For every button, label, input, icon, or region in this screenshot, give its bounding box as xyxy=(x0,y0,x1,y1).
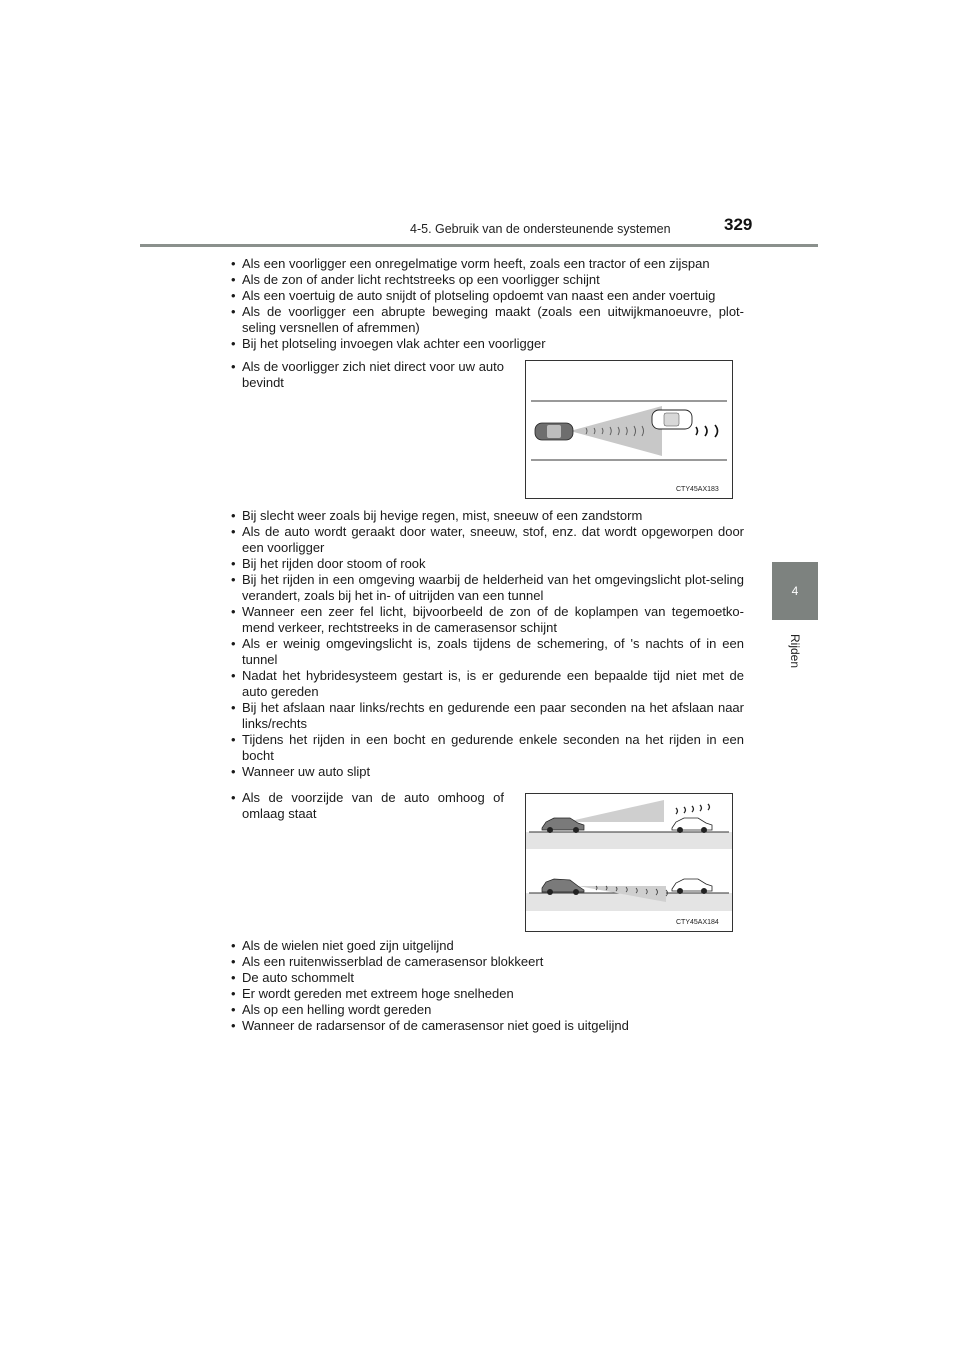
condition-list-a xyxy=(231,256,744,352)
list-item: • Tijdens het rijden in een bocht en gedurende enkele seconden na het rijden in een bocht xyxy=(231,732,744,764)
figure-vehicle-pitch xyxy=(525,793,733,932)
own-car-icon xyxy=(535,423,573,440)
list-item: • Nadat het hybridesysteem gestart is, is er gedurende een bepaalde tijd niet met de auto gereden xyxy=(231,668,744,700)
list-item: • Als de auto wordt geraakt door water, sneeuw, stof, enz. dat wordt opgeworpen door een voorligger xyxy=(231,524,744,556)
vehicle-pitch-illustration xyxy=(526,794,732,931)
list-item: • Bij het plotseling invoegen vlak achter een voorligger xyxy=(231,336,744,352)
list-item: • Wanneer de radarsensor of de camerasensor niet goed is uitgelijnd xyxy=(231,1018,744,1034)
section-title: 4-5. Gebruik van de ondersteunende systemen xyxy=(410,222,671,236)
lead-car-icon xyxy=(652,410,692,429)
list-item: • Er wordt gereden met extreem hoge snelheden xyxy=(231,986,744,1002)
list-item: • Als de wielen niet goed zijn uitgelijnd xyxy=(231,938,744,954)
list-item: • Als de voorzijde van de auto omhoog of omlaag staat xyxy=(231,790,504,822)
list-item: • Als de zon of ander licht rechtstreeks op een voorligger schijnt xyxy=(231,272,744,288)
list-item: • De auto schommelt xyxy=(231,970,744,986)
lead-car-bottom-icon xyxy=(672,879,712,894)
page-number: 329 xyxy=(724,215,753,234)
list-item: • Bij het rijden door stoom of rook xyxy=(231,556,744,572)
offset-vehicle-illustration xyxy=(526,361,732,498)
chapter-tab xyxy=(772,562,818,620)
list-item: • Als een ruitenwisserblad de camerasensor blokkeert xyxy=(231,954,744,970)
list-item: • Als de voorligger zich niet direct voor uw auto bevindt xyxy=(231,359,504,391)
chapter-label-container xyxy=(772,626,818,676)
lead-car-top-icon xyxy=(672,818,712,833)
list-item: • Als de voorligger een abrupte beweging maakt (zoals een uitwijkmanoeuvre, plot-seling versnellen of afremmen) xyxy=(231,304,744,336)
figure-offset-vehicle xyxy=(525,360,733,499)
list-item: • Wanneer een zeer fel licht, bijvoorbeeld de zon of de koplampen van tegemoetko-mend verkeer, rechtstreeks in de camerasensor schijnt xyxy=(231,604,744,636)
figure-code: CTY45AX184 xyxy=(676,919,719,926)
figure-code: CTY45AX183 xyxy=(676,486,719,493)
condition-list-e xyxy=(231,938,744,1034)
condition-list-c xyxy=(231,508,744,780)
chapter-label: Rijden xyxy=(788,633,802,669)
condition-list-d xyxy=(231,790,504,822)
header-divider xyxy=(140,244,818,247)
list-item: • Als op een helling wordt gereden xyxy=(231,1002,744,1018)
condition-list-b xyxy=(231,359,504,391)
list-item: • Bij slecht weer zoals bij hevige regen, mist, sneeuw of een zandstorm xyxy=(231,508,744,524)
list-item: • Als er weinig omgevingslicht is, zoals tijdens de schemering, of 's nachts of in een tunnel xyxy=(231,636,744,668)
list-item: • Bij het afslaan naar links/rechts en gedurende een paar seconden na het afslaan naar links/rechts xyxy=(231,700,744,732)
chapter-number: 4 xyxy=(791,584,799,598)
list-item: • Als een voertuig de auto snijdt of plotseling opdoemt van naast een ander voertuig xyxy=(231,288,744,304)
list-item: • Als een voorligger een onregelmatige vorm heeft, zoals een tractor of een zijspan xyxy=(231,256,744,272)
list-item: • Bij het rijden in een omgeving waarbij de helderheid van het omgevingslicht plot-seling verandert, zoals bij het in- of uitrijden van een tunnel xyxy=(231,572,744,604)
list-item: • Wanneer uw auto slipt xyxy=(231,764,744,780)
